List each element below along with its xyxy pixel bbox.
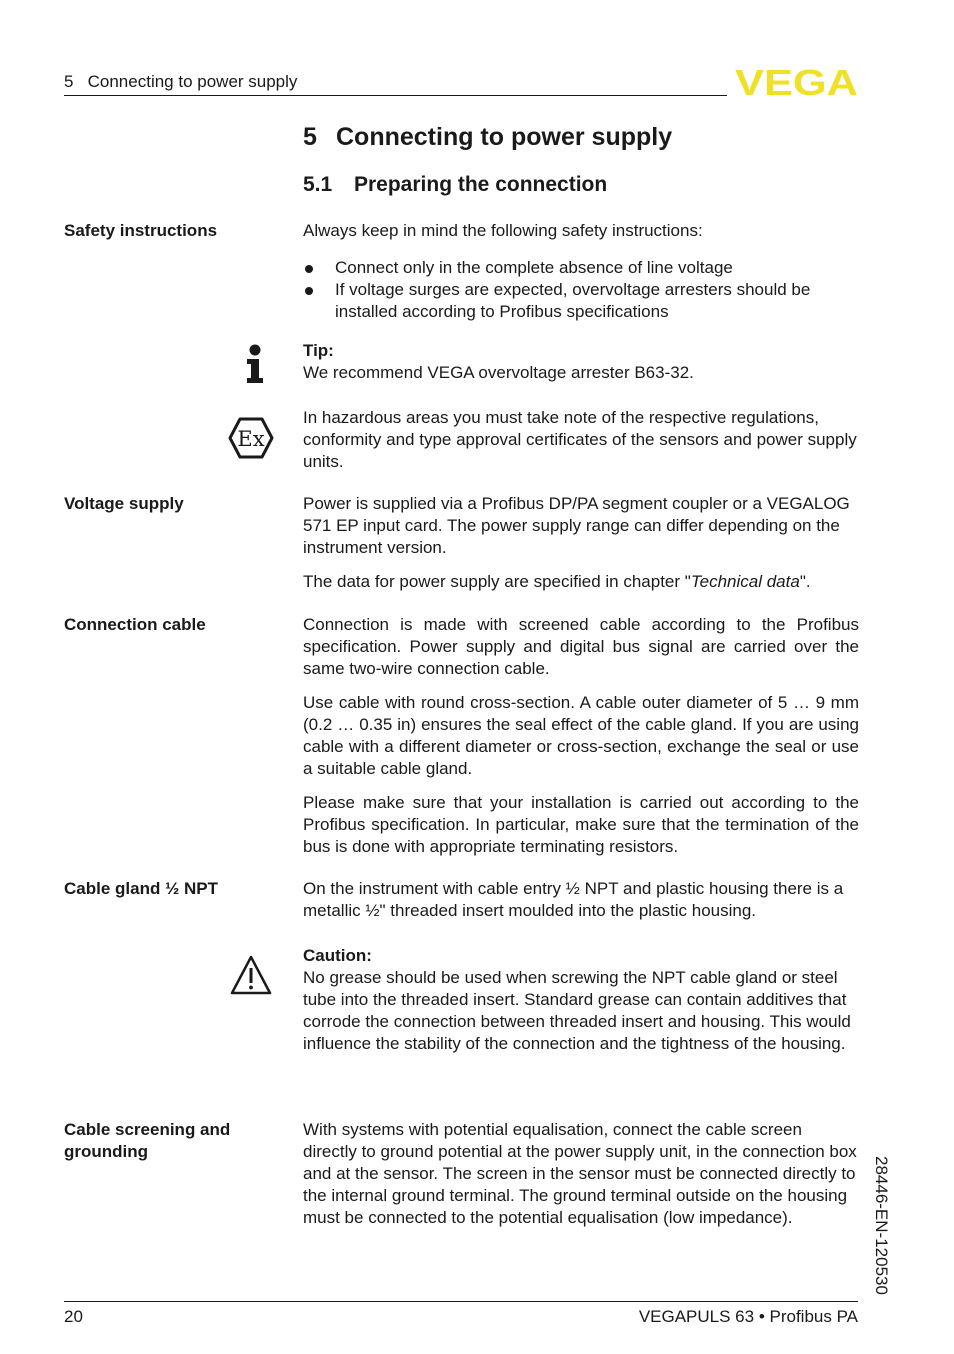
footer-product: VEGAPULS 63 • Profibus PA xyxy=(638,1307,858,1326)
chapter-number: 5 xyxy=(303,123,317,151)
section-number: 5.1 xyxy=(303,173,333,196)
vega-logo xyxy=(735,66,858,96)
bullet-icon xyxy=(305,287,313,295)
section-title xyxy=(303,172,607,198)
tip-title: Tip: xyxy=(303,341,334,360)
screening-label: Cable screening and grounding xyxy=(64,1120,231,1161)
caution-block xyxy=(303,945,859,1055)
safety-intro: Always keep in mind the following safety instructions: xyxy=(303,221,703,240)
page-number: 20 xyxy=(64,1307,83,1326)
warning-icon xyxy=(229,954,273,996)
list-item: If voltage surges are expected, overvoltage arresters should be installed according to Profibus specifications xyxy=(303,279,859,323)
tip-text: We recommend VEGA overvoltage arrester B63-32. xyxy=(303,363,694,382)
chapter-title-text: Connecting to power supply xyxy=(336,123,673,151)
ex-hazard-icon xyxy=(228,417,274,459)
gland-p1: On the instrument with cable entry ½ NPT and plastic housing there is a metallic ½" threaded insert moulded into the plastic housing. xyxy=(303,879,844,920)
info-icon xyxy=(242,344,268,384)
screening-p1: With systems with potential equalisation, connect the cable screen directly to ground potential at the power supply unit, in the connection box and at the sensor. The screen in the sensor must be connected directly to the internal ground terminal. The ground terminal outside on the housing must be connected to the potential equalisation (low impedance). xyxy=(303,1120,857,1227)
document-code: 28446-EN-120530 xyxy=(872,1156,891,1295)
voltage-label: Voltage supply xyxy=(64,494,184,513)
section-title-text: Preparing the connection xyxy=(354,173,608,196)
voltage-p1: Power is supplied via a Profibus DP/PA segment coupler or a VEGALOG 571 EP input card. The power supply range can differ depending on the instrument version. xyxy=(303,494,850,557)
cable-p2: Use cable with round cross-section. A cable outer diameter of 5 … 9 mm (0.2 … 0.35 in) ensures the seal effect of the cable gland. If you are using cable with a different diameter or cross-section, exchange the seal or use a suitable cable gland. xyxy=(303,693,859,778)
vega-logo-text: VEGA xyxy=(735,66,858,96)
running-header: 5 Connecting to power supply xyxy=(64,72,298,91)
list-item: Connect only in the complete absence of line voltage xyxy=(303,257,859,279)
voltage-p2: The data for power supply are specified in chapter "Technical data". xyxy=(303,572,811,591)
footer-rule xyxy=(64,1301,858,1302)
caution-title: Caution: xyxy=(303,946,372,965)
ex-text: In hazardous areas you must take note of the respective regulations, conformity and type approval certificates of the sensors and power supply units. xyxy=(303,408,857,471)
chapter-title xyxy=(303,122,672,152)
caution-text: No grease should be used when screwing the NPT cable gland or steel tube into the threaded insert. Standard grease can contain additives that corrode the connection between threaded insert and housing. This would influence the stability of the connection and the tightness of the housing. xyxy=(303,968,851,1053)
header-rule xyxy=(64,95,727,96)
cable-label: Connection cable xyxy=(64,615,206,634)
tip-block xyxy=(303,340,859,384)
cable-p3: Please make sure that your installation is carried out according to the Profibus specification. In particular, make sure that the termination of the bus is done with appropriate terminating resistors. xyxy=(303,793,859,856)
safety-label: Safety instructions xyxy=(64,221,218,240)
safety-bullet-list xyxy=(303,257,859,323)
bullet-icon xyxy=(305,265,313,273)
ex-icon-text: Ex xyxy=(237,427,265,451)
chapter-reference: Technical data xyxy=(690,572,800,591)
cable-p1: Connection is made with screened cable according to the Profibus specification. Power supply and digital bus signal are carried over the same two-wire connection cable. xyxy=(303,615,859,678)
gland-label: Cable gland ½ NPT xyxy=(64,879,218,898)
